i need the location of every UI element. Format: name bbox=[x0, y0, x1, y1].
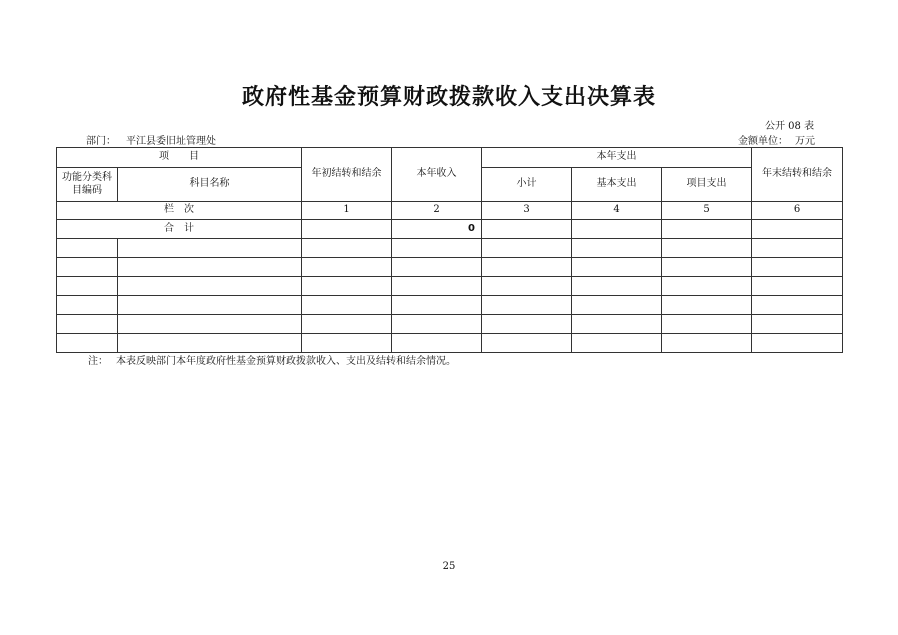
header-subtotal: 小计 bbox=[482, 168, 572, 202]
header-opening-balance: 年初结转和结余 bbox=[302, 148, 392, 202]
total-label: 合 计 bbox=[57, 220, 302, 239]
empty-cell bbox=[482, 258, 572, 277]
empty-cell bbox=[302, 334, 392, 353]
empty-cell bbox=[572, 334, 662, 353]
empty-cell bbox=[118, 296, 302, 315]
empty-cell bbox=[662, 258, 752, 277]
empty-cell bbox=[482, 334, 572, 353]
unit-value: 万元 bbox=[795, 136, 815, 147]
empty-cell bbox=[57, 277, 118, 296]
header-project-expense: 项目支出 bbox=[662, 168, 752, 202]
column-index-cell: 2 bbox=[392, 202, 482, 220]
department-value: 平江县委旧址管理处 bbox=[126, 136, 216, 147]
total-opening-cell bbox=[302, 220, 392, 239]
note-text: 本表反映部门本年度政府性基金预算财政拨款收入、支出及结转和结余情况。 bbox=[116, 356, 456, 367]
page-number: 25 bbox=[442, 561, 456, 572]
total-subtotal-cell bbox=[482, 220, 572, 239]
empty-cell bbox=[752, 239, 843, 258]
empty-cell bbox=[572, 258, 662, 277]
empty-cell bbox=[118, 315, 302, 334]
column-index-cell: 3 bbox=[482, 202, 572, 220]
empty-cell bbox=[57, 258, 118, 277]
empty-cell bbox=[752, 277, 843, 296]
empty-cell bbox=[57, 334, 118, 353]
header-expense: 本年支出 bbox=[482, 148, 752, 168]
empty-row bbox=[57, 277, 843, 296]
header-closing-balance: 年末结转和结余 bbox=[752, 148, 843, 202]
empty-cell bbox=[302, 296, 392, 315]
empty-cell bbox=[392, 277, 482, 296]
empty-cell bbox=[302, 277, 392, 296]
empty-cell bbox=[302, 315, 392, 334]
empty-cell bbox=[662, 239, 752, 258]
unit-label: 金额单位： bbox=[738, 136, 788, 147]
empty-cell bbox=[752, 258, 843, 277]
total-basic-cell bbox=[572, 220, 662, 239]
total-project-cell bbox=[662, 220, 752, 239]
empty-cell bbox=[392, 334, 482, 353]
column-index-cell: 1 bbox=[302, 202, 392, 220]
department-label: 部门： bbox=[86, 136, 116, 147]
header-income: 本年收入 bbox=[392, 148, 482, 202]
empty-cell bbox=[662, 296, 752, 315]
empty-row bbox=[57, 315, 843, 334]
empty-cell bbox=[57, 296, 118, 315]
empty-cell bbox=[752, 315, 843, 334]
empty-cell bbox=[302, 258, 392, 277]
form-code: 公开 08 表 bbox=[765, 121, 815, 132]
empty-cell bbox=[662, 277, 752, 296]
empty-cell bbox=[752, 296, 843, 315]
total-income-value: 0 bbox=[392, 220, 482, 239]
total-row bbox=[57, 220, 843, 239]
header-subject-name: 科目名称 bbox=[118, 168, 302, 202]
header-item: 项 目 bbox=[57, 148, 302, 168]
empty-cell bbox=[118, 239, 302, 258]
empty-cell bbox=[482, 296, 572, 315]
header-basic-expense: 基本支出 bbox=[572, 168, 662, 202]
column-index-cell: 6 bbox=[752, 202, 843, 220]
empty-row bbox=[57, 334, 843, 353]
column-index-cell: 5 bbox=[662, 202, 752, 220]
empty-cell bbox=[572, 239, 662, 258]
empty-row bbox=[57, 239, 843, 258]
total-closing-cell bbox=[752, 220, 843, 239]
header-function-code: 功能分类科目编码 bbox=[57, 168, 118, 202]
empty-cell bbox=[392, 258, 482, 277]
column-index-row bbox=[57, 202, 843, 220]
empty-row bbox=[57, 258, 843, 277]
empty-cell bbox=[392, 296, 482, 315]
note-label: 注： bbox=[88, 356, 108, 367]
empty-cell bbox=[482, 239, 572, 258]
empty-cell bbox=[392, 315, 482, 334]
page-title: 政府性基金预算财政拨款收入支出决算表 bbox=[241, 85, 656, 110]
empty-cell bbox=[57, 239, 118, 258]
empty-cell bbox=[572, 296, 662, 315]
empty-cell bbox=[118, 258, 302, 277]
empty-cell bbox=[662, 315, 752, 334]
header-row-1 bbox=[57, 148, 843, 168]
column-index-cell: 4 bbox=[572, 202, 662, 220]
empty-cell bbox=[572, 315, 662, 334]
empty-cell bbox=[482, 277, 572, 296]
empty-cell bbox=[662, 334, 752, 353]
budget-table bbox=[56, 147, 843, 353]
empty-cell bbox=[752, 334, 843, 353]
empty-cell bbox=[118, 277, 302, 296]
empty-row bbox=[57, 296, 843, 315]
empty-cell bbox=[118, 334, 302, 353]
column-index-label: 栏 次 bbox=[57, 202, 302, 220]
empty-cell bbox=[482, 315, 572, 334]
empty-cell bbox=[572, 277, 662, 296]
empty-cell bbox=[392, 239, 482, 258]
empty-cell bbox=[57, 315, 118, 334]
empty-cell bbox=[302, 239, 392, 258]
